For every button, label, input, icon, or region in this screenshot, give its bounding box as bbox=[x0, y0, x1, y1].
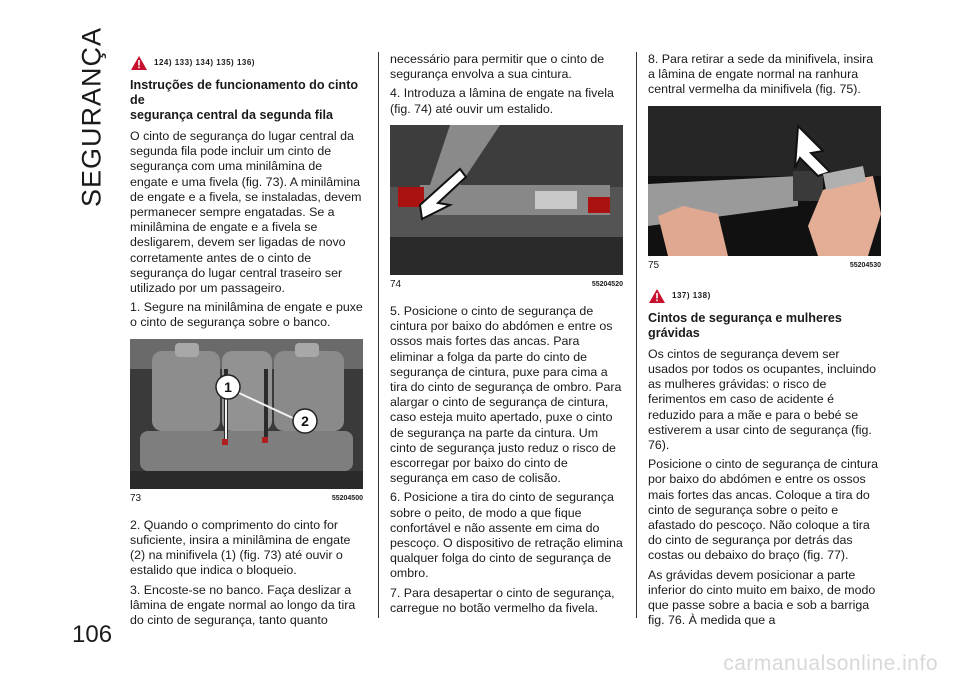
paragraph: Posicione o cinto de segurança de cintura por baixo do abdómen e entre os ossos mais fortes das ancas. Coloque a tira do cinto de segurança sobre o peito e afastado do pescoço. Não coloque a tira do cinto de segurança por detrás das costas ou debaixo do braço (fig. 77). bbox=[648, 457, 879, 563]
step-7: 7. Para desapertar o cinto de segurança, carregue no botão vermelho da fivela. bbox=[390, 585, 615, 615]
column-divider bbox=[636, 52, 637, 618]
figure-code: 55204520 bbox=[591, 280, 623, 288]
figure-number: 75 bbox=[648, 259, 660, 271]
step-2: 2. Quando o comprimento do cinto for suficiente, insira a minilâmina de engate (2) na minifivela (1) (fig. 73) até ouvir o estalido que indica o bloqueio. bbox=[130, 517, 351, 578]
paragraph: Os cintos de segurança devem ser usados por todos os ocupantes, incluindo as mulheres grávidas: o risco de ferimentos em caso de acidente é reduzido para a mãe e para o bebé se estiverem a usar cinto de segurança (fig. 76). bbox=[648, 346, 877, 453]
section-heading: Instruções de funcionamento do cinto de segurança central da segunda fila bbox=[130, 78, 359, 122]
page-number: 106 bbox=[72, 621, 113, 648]
warning-row bbox=[648, 285, 881, 307]
step-5: 5. Posicione o cinto de segurança de cintura por baixo do abdómen e entre os ossos mais fortes das ancas. Para eliminar a folga da parte do cinto de segurança de cintura, puxe para cima a tira do cinto de segurança de ombro. Para alargar o cinto de segurança de cintura, caso esteja muito apertado, puxe o cinto de segurança na parte da cintura. Um cinto de segurança justo reduz o risco de escorregar por baixo do cinto de segurança em caso de colisão. bbox=[390, 304, 622, 486]
figure-73-photo bbox=[130, 339, 363, 489]
figure-number: 74 bbox=[390, 278, 402, 290]
step-1: 1. Segure na minilâmina de engate e puxe o cinto de segurança sobre o banco. bbox=[130, 300, 363, 330]
warning-refs: 124) 133) 134) 135) 136) bbox=[154, 58, 255, 68]
step-3: 3. Encoste-se no banco. Faça deslizar a lâmina de engate normal ao longo da tira do cinto de segurança, tanto quanto bbox=[130, 582, 356, 628]
figure-caption bbox=[130, 491, 363, 506]
figure-caption bbox=[648, 258, 881, 273]
figure-75-photo bbox=[648, 106, 881, 256]
figure-code: 55204530 bbox=[849, 261, 881, 269]
warning-triangle-icon bbox=[130, 55, 148, 71]
step-6: 6. Posicione a tira do cinto de segurança sobre o peito, de modo a que fique confortável e não assente em cima do pescoço. O dispositivo de retração elimina qualquer folga do cinto de segurança de ombro. bbox=[390, 490, 623, 581]
paragraph: As grávidas devem posicionar a parte inferior do cinto muito em baixo, de modo que passe sobre a bacia e sob a barriga fig. 76. À medida que a bbox=[648, 567, 876, 628]
column-divider bbox=[378, 52, 379, 618]
watermark: carmanualsonline.info bbox=[723, 652, 938, 675]
paragraph: O cinto de segurança do lugar central da segunda fila pode incluir um cinto de segurança com uma minilâmina de engate e uma fivela (fig. 73). A minilâmina de engate e a fivela, se instaladas, devem permanecer sempre engatadas. Se a minilâmina de engate e a fivela se desligarem, devem ser ligadas de novo corretamente antes de o cinto de segurança do lugar central traseiro ser utilizado por um passageiro. bbox=[130, 129, 362, 296]
column-1 bbox=[130, 52, 363, 632]
callout-2: 2 bbox=[301, 412, 309, 429]
section-title: SEGURANÇA bbox=[76, 26, 107, 208]
warning-refs: 137) 138) bbox=[672, 291, 711, 301]
step-4: 4. Introduza a lâmina de engate na fivela (fig. 74) até ouvir um estalido. bbox=[390, 86, 614, 116]
figure-caption bbox=[390, 277, 623, 292]
warning-triangle-icon bbox=[648, 288, 666, 304]
column-2 bbox=[390, 52, 623, 620]
step-8: 8. Para retirar a sede da minifivela, insira a lâmina de engate normal na ranhura central vermelha da minifivela (fig. 75). bbox=[648, 52, 874, 97]
figure-code: 55204500 bbox=[331, 494, 363, 502]
callout-1: 1 bbox=[224, 378, 232, 395]
column-3 bbox=[648, 52, 881, 632]
figure-74-photo bbox=[390, 125, 623, 275]
warning-row bbox=[130, 52, 363, 74]
continued-text: necessário para permitir que o cinto de segurança envolva a sua cintura. bbox=[390, 52, 605, 82]
figure-number: 73 bbox=[130, 492, 142, 504]
section-heading: Cintos de segurança e mulheres grávidas bbox=[648, 310, 842, 340]
